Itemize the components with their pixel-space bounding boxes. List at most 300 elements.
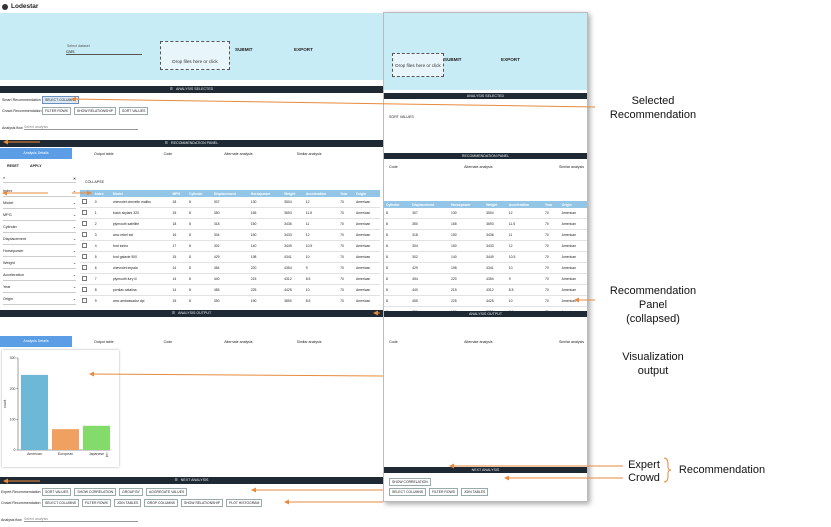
collapsed-table-row[interactable] [384, 252, 587, 263]
row-checkbox[interactable] [80, 296, 93, 304]
chevron-down-icon: ⌄ [72, 249, 76, 253]
expert-rec-label: Expert Recommendation [1, 490, 41, 494]
table-cell: 454 [212, 263, 249, 274]
smart-rec-label: Smart Recommendation [2, 98, 41, 102]
collapsed-table-row[interactable] [384, 274, 587, 285]
table-cell: 8 [187, 197, 212, 208]
collapsed-recommendation-bar[interactable] [384, 153, 587, 159]
crowd-chip[interactable]: SORT VALUES [119, 107, 148, 115]
collapsed-crowd-chip[interactable]: FILTER ROWS [429, 488, 458, 496]
crowd-chip-row [42, 107, 148, 115]
table-cell: American [354, 285, 380, 296]
viz-tab-output-table[interactable]: Output table [94, 339, 114, 344]
collapsed-next-bar[interactable] [384, 467, 587, 473]
table-cell: 429 [212, 252, 249, 263]
y-tick-label: 0 [13, 448, 16, 453]
collapsed-table-cell: 225 [449, 296, 484, 307]
table-row[interactable] [80, 263, 380, 274]
table-cell: 8.5 [304, 296, 338, 304]
column-header[interactable]: Acceleration [304, 190, 338, 197]
table-cell: American [354, 241, 380, 252]
filter-dropdown[interactable] [3, 221, 76, 233]
collapsed-tab-alternate[interactable]: Alternate analysis [464, 165, 493, 169]
filter-search[interactable] [3, 174, 76, 183]
collapsed-crowd-chip-row [389, 488, 488, 496]
collapse-icon: ☰ [174, 478, 178, 483]
next-crowd-chip-row [42, 499, 262, 507]
column-header[interactable]: Index [93, 190, 111, 197]
table-row[interactable] [80, 252, 380, 263]
y-tick-label: 100 [9, 417, 16, 422]
table-cell: 10 [304, 285, 338, 296]
collapsed-drop-zone[interactable] [392, 53, 444, 77]
next-section-bar[interactable] [0, 477, 383, 484]
collapsed-table-cell: 220 [449, 274, 484, 285]
collapsed-expert-chip-row [389, 478, 431, 486]
table-cell: 8 [187, 230, 212, 241]
table-cell: American [354, 263, 380, 274]
filter-label: Origin [3, 296, 14, 301]
crowd-chip[interactable]: DROP COLUMNS [144, 499, 178, 507]
table-cell: ford torino [111, 241, 171, 252]
collapsed-visualization-title: ANALYSIS OUTPUT [468, 311, 503, 316]
checkbox-header[interactable] [80, 190, 93, 197]
chevron-down-icon: ⌄ [72, 273, 76, 277]
collapsed-table-cell: 8 [384, 252, 410, 263]
collapsed-col-header[interactable]: Displacement [410, 201, 449, 208]
table-cell: 198 [249, 252, 282, 263]
collapsed-crowd-chip[interactable]: SELECT COLUMNS [389, 488, 426, 496]
table-cell: chevrolet impala [111, 263, 171, 274]
crowd-chip[interactable]: SELECT COLUMNS [42, 499, 79, 507]
row-checkbox[interactable] [80, 274, 93, 285]
table-cell: 18 [170, 219, 187, 230]
row-checkbox[interactable] [80, 252, 93, 263]
table-cell: 3436 [282, 219, 304, 230]
table-cell: American [354, 274, 380, 285]
table-cell: 4354 [282, 263, 304, 274]
collapsed-col-header[interactable]: Origin [560, 201, 587, 208]
collapsed-col-header[interactable]: Weight [484, 201, 507, 208]
row-checkbox[interactable] [80, 241, 93, 252]
collapsed-table-cell: 11.5 [507, 219, 543, 230]
table-cell: 10 [304, 252, 338, 263]
table-cell: American [354, 208, 380, 219]
table-row[interactable] [80, 219, 380, 230]
checkbox-icon [82, 232, 87, 237]
table-cell: 70 [338, 296, 354, 304]
row-checkbox[interactable] [80, 230, 93, 241]
filter-dropdown[interactable] [3, 293, 76, 305]
filter-label: Model [3, 200, 14, 205]
crowd-chip[interactable]: PLOT HISTOGRAM [226, 499, 262, 507]
collapsed-table-cell: 70 [543, 285, 560, 296]
table-cell: 165 [249, 208, 282, 219]
collapse-icon: ☰ [171, 311, 176, 316]
search-icon: ⌕ [3, 176, 6, 180]
viz-tab-analysis-details[interactable]: Analysis Details [0, 336, 72, 347]
collapsed-table-cell: 4341 [484, 263, 507, 274]
collapsed-drop-text: Drop files here or click [395, 62, 441, 68]
collapsed-table-cell: 8 [384, 296, 410, 307]
checkbox-icon [82, 276, 87, 281]
table-cell: 220 [249, 263, 282, 274]
table-cell: 8 [187, 263, 212, 274]
filter-dropdown[interactable] [3, 185, 76, 197]
selected-chip[interactable]: SELECT COLUMNS [42, 96, 79, 104]
table-row[interactable] [80, 285, 380, 296]
table-cell: 8 [187, 219, 212, 230]
recommendation-section-bar[interactable] [0, 140, 383, 147]
collapsed-table-cell: American [560, 230, 587, 241]
expert-chip[interactable]: SHOW CORRELATION [74, 488, 116, 496]
table-cell: 2 [93, 219, 111, 230]
table-cell: 10.5 [304, 241, 338, 252]
collapsed-tab-similar[interactable]: Similar analysis [559, 165, 584, 169]
dataset-label: Select dataset [67, 44, 90, 48]
tab-analysis-details[interactable]: Analysis Details [0, 148, 72, 159]
column-header[interactable]: Model [111, 190, 171, 197]
table-row[interactable] [80, 197, 380, 208]
collapsed-table-cell: 8 [384, 241, 410, 252]
collapsed-table-cell: 70 [543, 219, 560, 230]
collapse-toggle[interactable] [85, 180, 104, 184]
tab-similar[interactable]: Similar analysis [296, 151, 322, 156]
clear-icon[interactable]: ✕ [72, 176, 76, 181]
collapsed-table-cell: 70 [543, 252, 560, 263]
collapsed-export-button[interactable]: EXPORT [501, 57, 520, 62]
row-checkbox[interactable] [80, 219, 93, 230]
filter-label: Displacement [3, 236, 27, 241]
dataset-select[interactable] [66, 49, 142, 55]
export-button[interactable]: EXPORT [294, 47, 313, 52]
collapsed-table-cell: American [560, 252, 587, 263]
filter-label: MPG [3, 212, 12, 217]
collapsed-table-cell: 11 [507, 230, 543, 241]
table-cell: 15 [170, 252, 187, 263]
reset-button[interactable]: RESET [7, 164, 19, 168]
collapsed-table-cell: 70 [543, 230, 560, 241]
collapsed-table-cell: 70 [543, 296, 560, 307]
collapsed-table-row[interactable] [384, 263, 587, 274]
chevron-down-icon: ⌄ [72, 237, 76, 241]
visualization-section-title: ANALYSIS OUTPUT [178, 311, 212, 316]
tab-output-table[interactable]: Output table [94, 151, 114, 156]
annotation-viz: Visualization output [622, 351, 684, 377]
table-row[interactable] [80, 296, 380, 304]
collapsed-tab-code[interactable]: Code [389, 165, 398, 169]
table-cell: 0 [93, 197, 111, 208]
chart-card [2, 350, 119, 467]
filter-dropdown[interactable] [3, 197, 76, 209]
table-cell: American [354, 219, 380, 230]
table-cell: 4341 [282, 252, 304, 263]
table-cell: 225 [249, 285, 282, 296]
table-cell: American [354, 296, 380, 304]
viz-tab-code[interactable]: Code [163, 339, 173, 344]
collapsed-table-cell: 165 [449, 219, 484, 230]
table-cell: 4 [93, 241, 111, 252]
collapsed-submit-button[interactable]: SUBMIT [444, 57, 462, 62]
collapsed-viz-tab-code[interactable]: Code [389, 340, 398, 344]
table-cell: 455 [212, 285, 249, 296]
next-analysis-flow-select[interactable] [24, 517, 138, 522]
collapse-icon: ☰ [164, 141, 169, 146]
table-cell: 8 [187, 274, 212, 285]
column-header[interactable]: Horsepower [249, 190, 282, 197]
annotation-expert: Expert [628, 459, 660, 471]
collapsed-table-row[interactable] [384, 230, 587, 241]
table-cell: 70 [338, 197, 354, 208]
collapsed-screenshot [383, 12, 588, 502]
table-cell: 3693 [282, 208, 304, 219]
table-cell: 8 [187, 208, 212, 219]
filter-dropdown[interactable] [3, 269, 76, 281]
table-cell: 8 [93, 285, 111, 296]
selected-section-bar[interactable] [0, 86, 383, 93]
filter-label: Index [3, 188, 13, 193]
collapsed-crowd-chip[interactable]: JOIN TABLES [461, 488, 488, 496]
collapsed-table-cell: 70 [543, 208, 560, 219]
collapsed-table-cell: 318 [410, 230, 449, 241]
column-header[interactable]: MPG [170, 190, 187, 197]
table-cell: 307 [212, 197, 249, 208]
collapsed-table-row[interactable] [384, 285, 587, 296]
row-checkbox[interactable] [80, 263, 93, 274]
column-header[interactable]: Weight [282, 190, 304, 197]
collapsed-table-row[interactable] [384, 241, 587, 252]
crowd-chip[interactable]: FILTER ROWS [82, 499, 111, 507]
table-cell: 390 [212, 296, 249, 304]
table-cell: 14 [170, 263, 187, 274]
table-cell: 6 [93, 263, 111, 274]
collapsed-col-header[interactable]: Year [543, 201, 560, 208]
viz-tab-alternate[interactable]: Alternate analysis [224, 339, 253, 344]
table-cell: 150 [249, 219, 282, 230]
viz-tab-similar[interactable]: Similar analysis [296, 339, 322, 344]
collapsed-table-cell: 150 [449, 230, 484, 241]
collapsed-viz-tabs [389, 340, 584, 344]
collapsed-table-cell: 302 [410, 252, 449, 263]
table-cell: 12 [304, 230, 338, 241]
table-cell: 15 [170, 296, 187, 304]
recommendation-tabs [0, 148, 383, 159]
crowd-chip[interactable]: JOIN TABLES [114, 499, 141, 507]
checkbox-icon [82, 298, 87, 303]
y-tick-label: 300 [9, 356, 16, 361]
table-cell: 3433 [282, 230, 304, 241]
collapsed-table-cell: 4312 [484, 285, 507, 296]
filter-dropdown[interactable] [3, 233, 76, 245]
collapsed-viz-tab-similar[interactable]: Similar analysis [559, 340, 584, 344]
row-checkbox[interactable] [80, 285, 93, 296]
collapsed-table-cell: 307 [410, 208, 449, 219]
table-cell: 16 [170, 230, 187, 241]
collapsed-table-cell: American [560, 219, 587, 230]
annotation-selected: Selected Recommendation [609, 95, 697, 121]
table-cell: chevrolet chevelle malibu [111, 197, 171, 208]
crowd-chip[interactable]: SHOW RELATIONSHIP [74, 107, 116, 115]
table-row[interactable] [80, 241, 380, 252]
collapsed-table-cell: 10.5 [507, 252, 543, 263]
recommendation-brace [664, 458, 671, 482]
chevron-down-icon: ⌄ [72, 189, 76, 193]
collapsed-table-row[interactable] [384, 219, 587, 230]
filter-sidebar [0, 161, 78, 301]
collapsed-selected-text: SORT VALUES [389, 115, 414, 119]
table-cell: 318 [212, 219, 249, 230]
collapsed-table-cell: 304 [410, 241, 449, 252]
crowd-chip[interactable]: SHOW RELATIONSHIP [181, 499, 223, 507]
collapsed-next-title: NEXT ANALYSIS [471, 467, 500, 472]
y-tick-label: 200 [9, 386, 16, 391]
table-cell: 3449 [282, 241, 304, 252]
next-analysis-flow-label: Analysis flow [1, 518, 22, 522]
collapsed-table-cell: 8.5 [507, 285, 543, 296]
collapsed-selected-title: ANALYSIS SELECTED [466, 93, 505, 98]
table-row[interactable] [80, 208, 380, 219]
app-header [0, 0, 383, 13]
tab-alternate[interactable]: Alternate analysis [224, 151, 253, 156]
collapsed-col-header[interactable]: Cylinder [384, 201, 410, 208]
column-header[interactable]: Origin [354, 190, 380, 197]
collapsed-table-cell: American [560, 285, 587, 296]
table-cell: 11.5 [304, 208, 338, 219]
logo-icon [2, 4, 8, 10]
table-cell: 70 [338, 263, 354, 274]
output-table [80, 190, 380, 303]
bar[interactable] [52, 429, 79, 450]
crowd-chip[interactable]: FILTER ROWS [42, 107, 71, 115]
collapsed-table-cell: American [560, 241, 587, 252]
collapsed-col-header[interactable]: Horsepower [449, 201, 484, 208]
table-cell: 8 [187, 285, 212, 296]
expert-chip[interactable]: AGGREGATE VALUES [146, 488, 187, 496]
collapsed-table-cell: 429 [410, 263, 449, 274]
table-cell: 8 [187, 252, 212, 263]
collapsed-viz-tab-alternate[interactable]: Alternate analysis [464, 340, 493, 344]
collapsed-visualization-bar[interactable] [384, 311, 587, 317]
table-cell: 70 [338, 219, 354, 230]
table-cell: pontiac catalina [111, 285, 171, 296]
file-drop-zone[interactable] [160, 41, 230, 70]
table-cell: ford galaxie 500 [111, 252, 171, 263]
collapsed-tabs [389, 165, 584, 169]
collapsed-table-cell: 8 [384, 219, 410, 230]
collapse-label: COLLAPSE [85, 180, 104, 184]
download-icon[interactable]: ⤓ [105, 452, 109, 458]
chevron-down-icon: ⌄ [72, 201, 76, 205]
collapsed-table-row[interactable] [384, 208, 587, 219]
table-cell: 70 [338, 252, 354, 263]
filter-dropdown[interactable] [3, 245, 76, 257]
visualization-section-bar[interactable] [0, 310, 383, 317]
table-cell: amc rebel sst [111, 230, 171, 241]
collapsed-table-cell: 3449 [484, 252, 507, 263]
checkbox-icon [82, 243, 87, 248]
expert-chip[interactable]: SORT VALUES [42, 488, 71, 496]
table-cell: 150 [249, 230, 282, 241]
row-checkbox[interactable] [80, 208, 93, 219]
expert-chip[interactable]: GROUP BY [119, 488, 143, 496]
chevron-down-icon: ⌄ [72, 225, 76, 229]
chevron-down-icon: ⌄ [72, 285, 76, 289]
collapsed-table-cell: 70 [543, 241, 560, 252]
table-cell: 440 [212, 274, 249, 285]
filter-dropdown[interactable] [3, 209, 76, 221]
collapsed-table-cell: 12 [507, 241, 543, 252]
apply-button[interactable]: APPLY [30, 164, 42, 168]
table-cell: 3 [93, 230, 111, 241]
table-row[interactable] [80, 274, 380, 285]
checkbox-icon [82, 265, 87, 270]
table-cell: American [354, 197, 380, 208]
annotation-recommendation: Recommendation [678, 464, 766, 476]
collapsed-table-cell: 10 [507, 263, 543, 274]
collapsed-table-cell: 198 [449, 263, 484, 274]
table-cell: 3504 [282, 197, 304, 208]
main-screenshot [0, 0, 383, 527]
table-cell: plymouth fury iii [111, 274, 171, 285]
analysis-flow-select[interactable] [24, 125, 138, 130]
table-cell: 4425 [282, 285, 304, 296]
annotation-panel: Recommendation Panel (collapsed) [609, 285, 697, 325]
column-header[interactable]: Year [338, 190, 354, 197]
collapse-icon: ☰ [169, 87, 173, 92]
table-cell: 14 [170, 274, 187, 285]
collapsed-table-cell: 215 [449, 285, 484, 296]
bar[interactable] [83, 426, 110, 450]
submit-button[interactable]: SUBMIT [235, 47, 253, 52]
collapsed-table-cell: 4425 [484, 296, 507, 307]
next-crowd-rec-label: Crowd Recommendation [1, 501, 41, 505]
collapsed-col-header[interactable]: Acceleration [507, 201, 543, 208]
crowd-rec-label: Crowd Recommendation [2, 109, 42, 113]
collapsed-selected-bar[interactable] [384, 93, 587, 99]
table-cell: 8.5 [304, 274, 338, 285]
table-cell: 190 [249, 296, 282, 304]
collapsed-table-cell: 3436 [484, 230, 507, 241]
collapsed-table-cell: 440 [410, 285, 449, 296]
x-tick-label: American [27, 452, 42, 456]
filter-dropdown[interactable] [3, 281, 76, 293]
table-row[interactable] [80, 230, 380, 241]
column-header[interactable]: Cylinder [187, 190, 212, 197]
annotation-crowd: Crowd [628, 472, 660, 484]
table-cell: 3850 [282, 296, 304, 304]
table-cell: 9 [93, 296, 111, 304]
table-cell: 1 [93, 208, 111, 219]
table-cell: 302 [212, 241, 249, 252]
x-tick-label: European [57, 452, 74, 456]
selected-section-title: ANALYSIS SELECTED [175, 87, 214, 92]
expert-chip-row [42, 488, 187, 496]
collapsed-table-cell: 70 [543, 263, 560, 274]
tab-code[interactable]: Code [163, 151, 173, 156]
analysis-flow-value: Select analysis [24, 125, 48, 129]
collapsed-table-cell: 70 [543, 274, 560, 285]
filter-dropdown[interactable] [3, 257, 76, 269]
bar[interactable] [21, 375, 48, 450]
collapsed-table-cell: American [560, 296, 587, 307]
column-header[interactable]: Displacement [212, 190, 249, 197]
collapsed-table-row[interactable] [384, 296, 587, 307]
table-cell: 14 [170, 285, 187, 296]
bar-chart [2, 350, 119, 467]
collapsed-table-cell: 130 [449, 208, 484, 219]
collapsed-expert-chip[interactable]: SHOW CORRELATION [389, 478, 431, 486]
row-checkbox[interactable] [80, 197, 93, 208]
